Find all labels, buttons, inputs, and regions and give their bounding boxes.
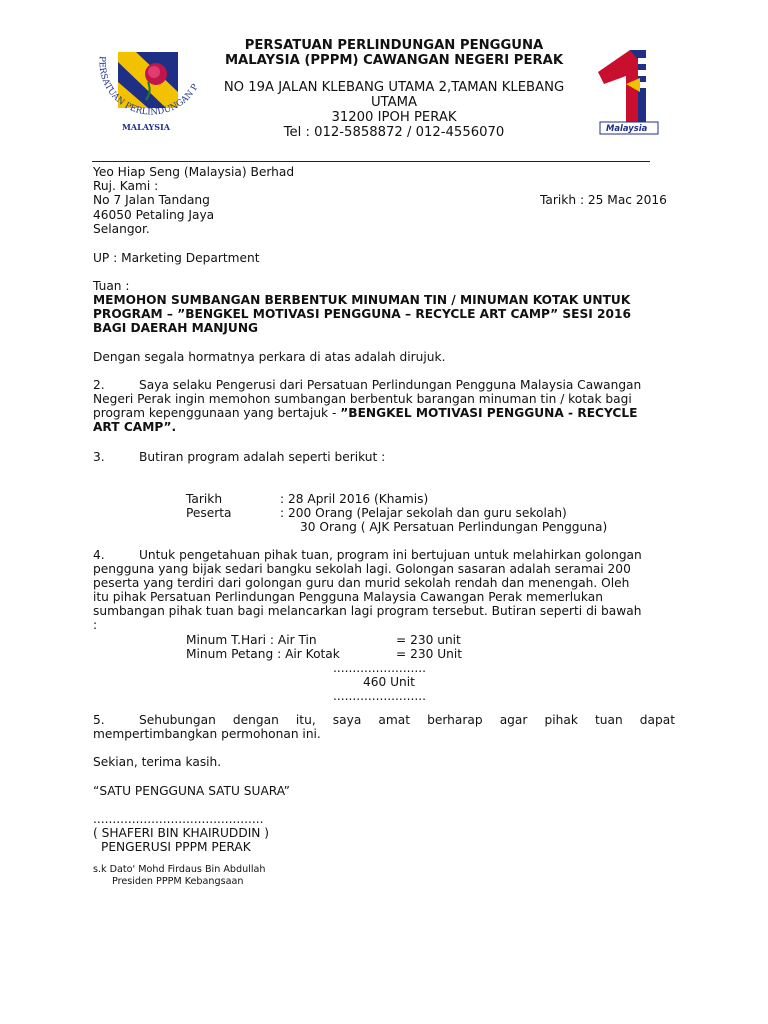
para4-line3: peserta yang terdiri dari golongan guru dan murid sekolah rendah dan menengah. Oleh (93, 576, 630, 590)
total-dots-top: ........................ (333, 661, 426, 675)
participants-label: Peserta (186, 506, 232, 520)
para4-line2: pengguna yang bijak sedari bangku sekolah lagi. Golongan sasaran adalah seramai 200 (93, 562, 631, 576)
1malaysia-emblem-icon (596, 44, 682, 140)
address-line1: NO 19A JALAN KLEBANG UTAMA 2,TAMAN KLEBANG (223, 80, 565, 95)
pppm-logo (92, 46, 212, 138)
subject-line3: BAGI DAERAH MANJUNG (93, 321, 259, 335)
drink-item-2: Minum Petang : Air Kotak (186, 647, 340, 661)
attention-line: UP : Marketing Department (93, 251, 260, 265)
paragraph-1: Dengan segala hormatnya perkara di atas adalah dirujuk. (93, 350, 446, 364)
program-date-value: : 28 April 2016 (Khamis) (280, 492, 429, 506)
org-name-line2: MALAYSIA (PPPM) CAWANGAN NEGERI PERAK (224, 53, 564, 68)
address-line3: 31200 IPOH PERAK (331, 110, 457, 125)
para2-line3-text: program kepenggunaan yang bertajuk - (93, 406, 341, 420)
para5-line2: mempertimbangkan permohonan ini. (93, 727, 321, 741)
subject-line1: MEMOHON SUMBANGAN BERBENTUK MINUMAN TIN / MINUMAN KOTAK UNTUK (93, 293, 631, 307)
org-name-line1: PERSATUAN PERLINDUNGAN PENGGUNA (244, 38, 544, 53)
drink-item-1: Minum T.Hari : Air Tin (186, 633, 317, 647)
para4-line6: : (93, 618, 98, 632)
para5-number: 5. (93, 713, 105, 727)
1malaysia-logo (596, 44, 682, 140)
letter-date: Tarikh : 25 Mac 2016 (540, 193, 667, 207)
recipient-address-1: No 7 Jalan Tandang (93, 193, 210, 207)
recipient-address-3: Selangor. (93, 222, 150, 236)
subject-line2: PROGRAM – ”BENGKEL MOTIVASI PENGGUNA – RECYCLE ART CAMP” SESI 2016 (93, 307, 631, 321)
salutation: Tuan : (93, 279, 130, 293)
para4-line5: sumbangan pihak tuan bagi melancarkan lagi program tersebut. Butiran seperti di bawah (93, 604, 642, 618)
program-title: ”BENGKEL MOTIVASI PENGGUNA - RECYCLE (340, 406, 638, 420)
para2-line2: Negeri Perak ingin memohon sumbangan berbentuk barangan minuman tin / kotak bagi (93, 392, 632, 406)
para3-number: 3. (93, 450, 105, 464)
phone-line: Tel : 012-5858872 / 012-4556070 (283, 125, 505, 140)
program-date-label: Tarikh (186, 492, 223, 506)
para5-line1: Sehubungan dengan itu, saya amat berharap agar pihak tuan dapat (139, 713, 675, 727)
para4-line1: Untuk pengetahuan pihak tuan, program ini bertujuan untuk melahirkan golongan (139, 548, 642, 562)
signatory-name: ( SHAFERI BIN KHAIRUDDIN ) (93, 826, 270, 840)
motto: “SATU PENGGUNA SATU SUARA” (93, 784, 290, 798)
para4-number: 4. (93, 548, 105, 562)
drink-item-1-qty: = 230 unit (396, 633, 461, 647)
para2-line1: Saya selaku Pengerusi dari Persatuan Perlindungan Pengguna Malaysia Cawangan (139, 378, 642, 392)
program-title-end: ART CAMP”. (93, 420, 177, 434)
para3-text: Butiran program adalah seperti berikut : (139, 450, 386, 464)
header-divider (92, 161, 650, 162)
signature-line: ............................................ (93, 812, 264, 826)
recipient-name: Yeo Hiap Seng (Malaysia) Berhad (93, 165, 295, 179)
total-units: 460 Unit (363, 675, 415, 689)
participants-value-1: : 200 Orang (Pelajar sekolah dan guru sekolah) (280, 506, 567, 520)
svg-text:MALAYSIA: MALAYSIA (122, 122, 170, 132)
para2-number: 2. (93, 378, 105, 392)
cc-line2: Presiden PPPM Kebangsaan (112, 876, 244, 887)
reference: Ruj. Kami : (93, 179, 159, 193)
drink-item-2-qty: = 230 Unit (396, 647, 463, 661)
svg-text:PERSATUAN PERLINDUNGAN PENGGUN: PERSATUAN PERLINDUNGAN P (96, 55, 201, 118)
closing: Sekian, terima kasih. (93, 755, 222, 769)
cc-line1: s.k Dato' Mohd Firdaus Bin Abdullah (93, 864, 266, 875)
pppm-emblem-icon (92, 46, 212, 138)
para2-line3 (93, 406, 637, 420)
total-dots-bottom: ........................ (333, 689, 426, 703)
para4-line4: itu pihak Persatuan Perlindungan Pengguna Malaysia Cawangan Perak memerlukan (93, 590, 603, 604)
address-line2: UTAMA (370, 95, 418, 110)
recipient-address-2: 46050 Petaling Jaya (93, 208, 215, 222)
svg-text:Malaysia: Malaysia (606, 123, 648, 133)
signatory-title: PENGERUSI PPPM PERAK (101, 840, 251, 854)
participants-value-2: 30 Orang ( AJK Persatuan Perlindungan Pengguna) (300, 520, 608, 534)
